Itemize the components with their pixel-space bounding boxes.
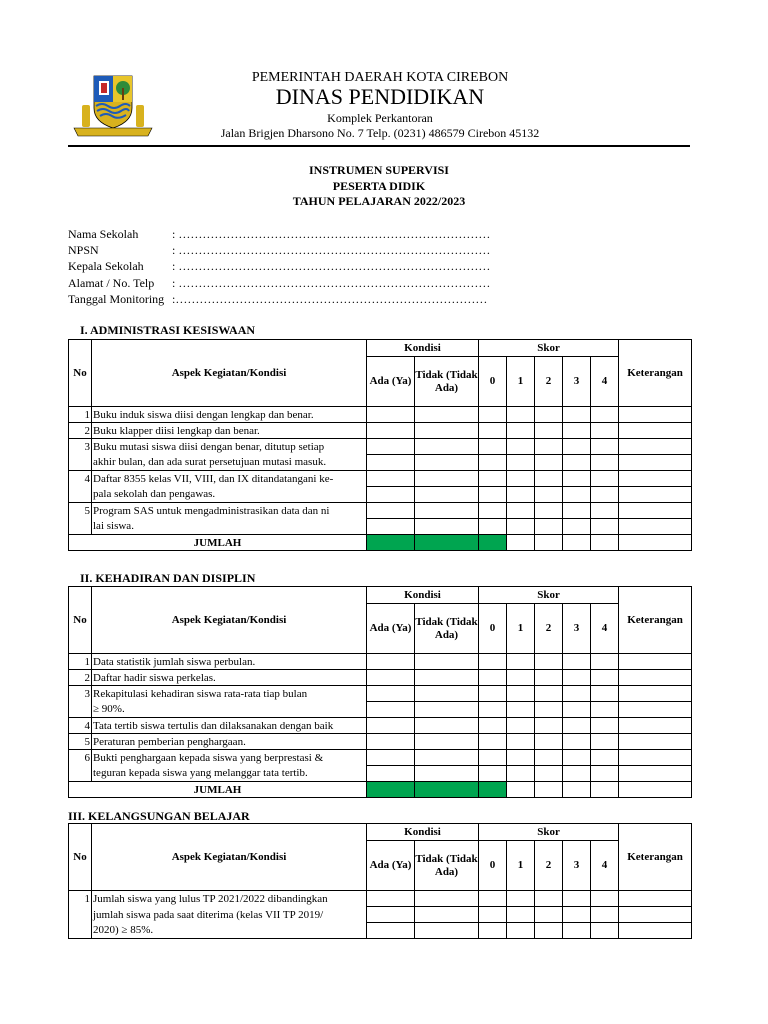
- table-row: [69, 734, 692, 750]
- column-header-score-4: 4: [591, 841, 619, 891]
- table-row: [69, 487, 692, 503]
- cell-score-4[interactable]: [591, 455, 619, 471]
- cell-ada[interactable]: [367, 686, 415, 702]
- cell-score-4[interactable]: [591, 923, 619, 939]
- cell-score-2[interactable]: [535, 718, 563, 734]
- column-header-remarks: Keterangan: [619, 824, 692, 891]
- cell-score-4[interactable]: [591, 734, 619, 750]
- cell-score-1[interactable]: [507, 487, 535, 503]
- fill-in-dots[interactable]: ……………………………………………………………………: [178, 243, 491, 258]
- fill-in-dots[interactable]: ……………………………………………………………………: [178, 275, 491, 290]
- cell-score-3[interactable]: [563, 503, 591, 519]
- cell-tidak[interactable]: [415, 407, 479, 423]
- letterhead-divider: [68, 145, 690, 147]
- cell-score-3[interactable]: [563, 654, 591, 670]
- table-row: [69, 654, 692, 670]
- cell-ada[interactable]: [367, 503, 415, 519]
- cell-score-0[interactable]: [479, 907, 507, 923]
- column-header-ada: Ada (Ya): [367, 357, 415, 407]
- cell-score-1[interactable]: [507, 734, 535, 750]
- cell-score-1[interactable]: [507, 455, 535, 471]
- cell-score-3[interactable]: [563, 519, 591, 535]
- item-aspect-text: ≥ 90%.: [92, 702, 367, 718]
- cell-remarks[interactable]: [619, 423, 692, 439]
- item-aspect-text: pala sekolah dan pengawas.: [92, 487, 367, 503]
- table-row: [69, 670, 692, 686]
- cell-score-4[interactable]: [591, 686, 619, 702]
- cell-score-3[interactable]: [563, 471, 591, 487]
- total-ada-cell: [367, 782, 415, 798]
- total-score-1-cell[interactable]: [507, 535, 535, 551]
- cell-score-1[interactable]: [507, 654, 535, 670]
- total-score-1-cell[interactable]: [507, 782, 535, 798]
- cell-score-0[interactable]: [479, 439, 507, 455]
- cell-score-4[interactable]: [591, 654, 619, 670]
- cell-tidak[interactable]: [415, 503, 479, 519]
- table-row: [69, 891, 692, 907]
- column-header-aspect: Aspek Kegiatan/Kondisi: [92, 340, 367, 407]
- cell-remarks[interactable]: [619, 519, 692, 535]
- column-header-remarks: Keterangan: [619, 587, 692, 654]
- cell-remarks[interactable]: [619, 487, 692, 503]
- column-header-score-1: 1: [507, 604, 535, 654]
- cell-tidak[interactable]: [415, 519, 479, 535]
- column-header-condition: Kondisi: [367, 824, 479, 841]
- table-row: [69, 750, 692, 766]
- cell-score-0[interactable]: [479, 471, 507, 487]
- item-number: 6: [69, 750, 92, 766]
- item-aspect-text: teguran kepada siswa yang melanggar tata tertib.: [92, 766, 367, 782]
- cell-score-3[interactable]: [563, 487, 591, 503]
- item-aspect-text: Buku klapper diisi lengkap dan benar.: [92, 423, 367, 439]
- cell-remarks[interactable]: [619, 670, 692, 686]
- cell-ada[interactable]: [367, 702, 415, 718]
- cell-ada[interactable]: [367, 439, 415, 455]
- cell-score-3[interactable]: [563, 734, 591, 750]
- cell-remarks[interactable]: [619, 503, 692, 519]
- item-aspect-text: Tata tertib siswa tertulis dan dilaksanakan dengan baik: [92, 718, 367, 734]
- cell-remarks[interactable]: [619, 891, 692, 907]
- cell-tidak[interactable]: [415, 670, 479, 686]
- office-address: Jalan Brigjen Dharsono No. 7 Telp. (0231) 486579 Cirebon 45132: [220, 126, 540, 140]
- column-header-score-3: 3: [563, 357, 591, 407]
- cell-score-0[interactable]: [479, 686, 507, 702]
- column-header-score: Skor: [479, 587, 619, 604]
- cell-remarks[interactable]: [619, 766, 692, 782]
- cell-tidak[interactable]: [415, 766, 479, 782]
- item-number: 1: [69, 407, 92, 423]
- cell-ada[interactable]: [367, 471, 415, 487]
- item-number: [69, 487, 92, 503]
- cell-score-1[interactable]: [507, 503, 535, 519]
- cell-score-0[interactable]: [479, 654, 507, 670]
- cell-score-0[interactable]: [479, 891, 507, 907]
- cell-tidak[interactable]: [415, 907, 479, 923]
- cell-score-1[interactable]: [507, 891, 535, 907]
- item-number: [69, 766, 92, 782]
- cell-score-2[interactable]: [535, 750, 563, 766]
- item-aspect-text: Jumlah siswa yang lulus TP 2021/2022 dibandingkan: [92, 891, 367, 907]
- agency-name: DINAS PENDIDIKAN: [275, 84, 485, 109]
- item-number: 1: [69, 891, 92, 907]
- total-score-4-cell[interactable]: [591, 535, 619, 551]
- cell-remarks[interactable]: [619, 654, 692, 670]
- cell-tidak[interactable]: [415, 891, 479, 907]
- cell-score-0[interactable]: [479, 503, 507, 519]
- cell-score-1[interactable]: [507, 923, 535, 939]
- cell-ada[interactable]: [367, 407, 415, 423]
- cell-remarks[interactable]: [619, 702, 692, 718]
- table-row: [69, 519, 692, 535]
- fill-in-dots[interactable]: ……………………………………………………………………: [178, 259, 491, 274]
- item-number: 2: [69, 670, 92, 686]
- cell-score-3[interactable]: [563, 670, 591, 686]
- column-header-condition: Kondisi: [367, 340, 479, 357]
- item-aspect-text: akhir bulan, dan ada surat persetujuan mutasi masuk.: [92, 455, 367, 471]
- cell-ada[interactable]: [367, 455, 415, 471]
- cell-remarks[interactable]: [619, 439, 692, 455]
- cell-score-3[interactable]: [563, 923, 591, 939]
- table-row: [69, 686, 692, 702]
- cell-score-3[interactable]: [563, 766, 591, 782]
- cell-tidak[interactable]: [415, 455, 479, 471]
- cell-score-3[interactable]: [563, 439, 591, 455]
- city-emblem-logo: [72, 72, 154, 138]
- cell-score-4[interactable]: [591, 702, 619, 718]
- total-score-2-cell[interactable]: [535, 782, 563, 798]
- column-header-score-3: 3: [563, 604, 591, 654]
- cell-tidak[interactable]: [415, 471, 479, 487]
- column-header-score-3: 3: [563, 841, 591, 891]
- cell-tidak[interactable]: [415, 439, 479, 455]
- table-row: [69, 423, 692, 439]
- cell-remarks[interactable]: [619, 750, 692, 766]
- cell-tidak[interactable]: [415, 718, 479, 734]
- cell-score-2[interactable]: [535, 702, 563, 718]
- cell-score-2[interactable]: [535, 407, 563, 423]
- document-title-line-1: INSTRUMEN SUPERVISI: [309, 163, 449, 177]
- column-header-no: No: [69, 824, 92, 891]
- cell-tidak[interactable]: [415, 734, 479, 750]
- cell-score-2[interactable]: [535, 891, 563, 907]
- cell-tidak[interactable]: [415, 487, 479, 503]
- cell-remarks[interactable]: [619, 718, 692, 734]
- cell-score-1[interactable]: [507, 471, 535, 487]
- item-aspect-text: jumlah siswa pada saat diterima (kelas VII TP 2019/: [92, 907, 367, 923]
- cell-ada[interactable]: [367, 907, 415, 923]
- cell-score-1[interactable]: [507, 439, 535, 455]
- column-header-score: Skor: [479, 340, 619, 357]
- total-score-0-cell: [479, 782, 507, 798]
- cell-tidak[interactable]: [415, 923, 479, 939]
- cell-ada[interactable]: [367, 519, 415, 535]
- section-title-3: III. KELANGSUNGAN BELAJAR: [68, 809, 250, 823]
- table-row: [69, 407, 692, 423]
- cell-score-4[interactable]: [591, 519, 619, 535]
- cell-ada[interactable]: [367, 734, 415, 750]
- column-header-score-1: 1: [507, 841, 535, 891]
- item-aspect-text: Rekapitulasi kehadiran siswa rata-rata tiap bulan: [92, 686, 367, 702]
- item-aspect-text: Peraturan pemberian penghargaan.: [92, 734, 367, 750]
- cell-score-3[interactable]: [563, 907, 591, 923]
- column-header-remarks: Keterangan: [619, 340, 692, 407]
- section-title-2: II. KEHADIRAN DAN DISIPLIN: [80, 571, 256, 585]
- table-row: [69, 503, 692, 519]
- cell-score-0[interactable]: [479, 923, 507, 939]
- section-title-1: I. ADMINISTRASI KESISWAAN: [80, 323, 256, 337]
- cell-score-1[interactable]: [507, 407, 535, 423]
- cell-score-3[interactable]: [563, 718, 591, 734]
- total-remarks-cell[interactable]: [619, 535, 692, 551]
- column-header-aspect: Aspek Kegiatan/Kondisi: [92, 824, 367, 891]
- cell-score-0[interactable]: [479, 766, 507, 782]
- item-aspect-text: Daftar 8355 kelas VII, VIII, dan IX ditandatangani ke-: [92, 471, 367, 487]
- column-header-score-1: 1: [507, 357, 535, 407]
- item-aspect-text: 2020) ≥ 85%.: [92, 923, 367, 939]
- fill-in-dots[interactable]: ……………………………………………………………………: [178, 227, 491, 241]
- cell-ada[interactable]: [367, 487, 415, 503]
- table-row: [69, 907, 692, 923]
- cell-ada[interactable]: [367, 423, 415, 439]
- cell-tidak[interactable]: [415, 702, 479, 718]
- cell-score-0[interactable]: [479, 734, 507, 750]
- total-ada-cell: [367, 535, 415, 551]
- column-header-score-2: 2: [535, 357, 563, 407]
- cell-score-0[interactable]: [479, 750, 507, 766]
- item-number: [69, 519, 92, 535]
- column-header-score-0: 0: [479, 604, 507, 654]
- cell-score-4[interactable]: [591, 750, 619, 766]
- cell-remarks[interactable]: [619, 455, 692, 471]
- cell-score-0[interactable]: [479, 519, 507, 535]
- item-aspect-text: Bukti penghargaan kepada siswa yang berprestasi &: [92, 750, 367, 766]
- column-header-score-4: 4: [591, 604, 619, 654]
- item-number: [69, 907, 92, 923]
- column-header-score-0: 0: [479, 841, 507, 891]
- cell-score-1[interactable]: [507, 750, 535, 766]
- cell-score-0[interactable]: [479, 423, 507, 439]
- table-row: [69, 766, 692, 782]
- item-number: 4: [69, 471, 92, 487]
- supervision-table-1: [68, 339, 692, 551]
- cell-remarks[interactable]: [619, 471, 692, 487]
- cell-remarks[interactable]: [619, 923, 692, 939]
- cell-score-4[interactable]: [591, 407, 619, 423]
- supervision-table-3: [68, 823, 692, 939]
- cell-score-1[interactable]: [507, 718, 535, 734]
- cell-score-1[interactable]: [507, 670, 535, 686]
- cell-score-4[interactable]: [591, 487, 619, 503]
- cell-ada[interactable]: [367, 923, 415, 939]
- item-aspect-text: Daftar hadir siswa perkelas.: [92, 670, 367, 686]
- total-row: [69, 782, 692, 798]
- column-header-aspect: Aspek Kegiatan/Kondisi: [92, 587, 367, 654]
- total-label: JUMLAH: [69, 782, 367, 798]
- cell-score-0[interactable]: [479, 718, 507, 734]
- item-number: 3: [69, 686, 92, 702]
- column-header-no: No: [69, 587, 92, 654]
- cell-ada[interactable]: [367, 766, 415, 782]
- item-number: 3: [69, 439, 92, 455]
- cell-score-0[interactable]: [479, 455, 507, 471]
- column-header-score-2: 2: [535, 841, 563, 891]
- cell-score-2[interactable]: [535, 923, 563, 939]
- table-row: [69, 923, 692, 939]
- info-row-school-name: Nama Sekolah : ……………………………………………………………………: [68, 227, 491, 241]
- item-number: [69, 455, 92, 471]
- cell-score-4[interactable]: [591, 907, 619, 923]
- column-header-score-2: 2: [535, 604, 563, 654]
- cell-score-4[interactable]: [591, 423, 619, 439]
- item-aspect-text: Program SAS untuk mengadministrasikan data dan ni: [92, 503, 367, 519]
- cell-score-1[interactable]: [507, 423, 535, 439]
- total-tidak-cell: [415, 782, 479, 798]
- cell-score-4[interactable]: [591, 766, 619, 782]
- cell-score-3[interactable]: [563, 407, 591, 423]
- cell-score-1[interactable]: [507, 702, 535, 718]
- cell-score-1[interactable]: [507, 686, 535, 702]
- column-header-score-4: 4: [591, 357, 619, 407]
- table-row: [69, 439, 692, 455]
- cell-score-1[interactable]: [507, 907, 535, 923]
- table-row: [69, 702, 692, 718]
- cell-score-0[interactable]: [479, 670, 507, 686]
- info-row-principal: Kepala Sekolah : ……………………………………………………………………: [68, 259, 491, 274]
- cell-score-3[interactable]: [563, 686, 591, 702]
- cell-tidak[interactable]: [415, 423, 479, 439]
- cell-tidak[interactable]: [415, 654, 479, 670]
- cell-score-2[interactable]: [535, 455, 563, 471]
- total-score-2-cell[interactable]: [535, 535, 563, 551]
- total-score-3-cell[interactable]: [563, 535, 591, 551]
- cell-score-2[interactable]: [535, 471, 563, 487]
- column-header-score-0: 0: [479, 357, 507, 407]
- cell-score-2[interactable]: [535, 503, 563, 519]
- document-title-line-2: PESERTA DIDIK: [332, 179, 426, 193]
- cell-score-4[interactable]: [591, 670, 619, 686]
- cell-score-4[interactable]: [591, 718, 619, 734]
- cell-score-2[interactable]: [535, 766, 563, 782]
- office-complex: Komplek Perkantoran: [327, 111, 433, 125]
- item-number: 1: [69, 654, 92, 670]
- cell-ada[interactable]: [367, 750, 415, 766]
- total-score-3-cell[interactable]: [563, 782, 591, 798]
- cell-score-1[interactable]: [507, 519, 535, 535]
- school-info-block: [68, 226, 490, 307]
- cell-remarks[interactable]: [619, 734, 692, 750]
- cell-score-3[interactable]: [563, 423, 591, 439]
- cell-score-4[interactable]: [591, 503, 619, 519]
- table-row: [69, 718, 692, 734]
- item-number: 5: [69, 734, 92, 750]
- cell-score-4[interactable]: [591, 439, 619, 455]
- item-aspect-text: Buku mutasi siswa diisi dengan benar, ditutup setiap: [92, 439, 367, 455]
- cell-ada[interactable]: [367, 670, 415, 686]
- total-row: [69, 535, 692, 551]
- cell-score-4[interactable]: [591, 891, 619, 907]
- cell-remarks[interactable]: [619, 686, 692, 702]
- cell-score-3[interactable]: [563, 750, 591, 766]
- cell-score-2[interactable]: [535, 423, 563, 439]
- cell-tidak[interactable]: [415, 750, 479, 766]
- total-remarks-cell[interactable]: [619, 782, 692, 798]
- cell-score-2[interactable]: [535, 654, 563, 670]
- column-header-tidak: Tidak (Tidak Ada): [415, 841, 479, 891]
- document-title-line-3: TAHUN PELAJARAN 2022/2023: [292, 194, 466, 208]
- item-number: 2: [69, 423, 92, 439]
- supervision-table-2: [68, 586, 692, 798]
- cell-ada[interactable]: [367, 718, 415, 734]
- total-score-0-cell: [479, 535, 507, 551]
- cell-score-2[interactable]: [535, 907, 563, 923]
- cell-score-4[interactable]: [591, 471, 619, 487]
- total-score-4-cell[interactable]: [591, 782, 619, 798]
- column-header-tidak: Tidak (Tidak Ada): [415, 357, 479, 407]
- column-header-no: No: [69, 340, 92, 407]
- total-label: JUMLAH: [69, 535, 367, 551]
- cell-remarks[interactable]: [619, 907, 692, 923]
- column-header-score: Skor: [479, 824, 619, 841]
- cell-tidak[interactable]: [415, 686, 479, 702]
- cell-score-2[interactable]: [535, 670, 563, 686]
- item-number: [69, 702, 92, 718]
- cell-score-3[interactable]: [563, 455, 591, 471]
- column-header-ada: Ada (Ya): [367, 604, 415, 654]
- item-aspect-text: Buku induk siswa diisi dengan lengkap dan benar.: [92, 407, 367, 423]
- item-aspect-text: Data statistik jumlah siswa perbulan.: [92, 654, 367, 670]
- government-name: PEMERINTAH DAERAH KOTA CIREBON: [251, 70, 509, 85]
- fill-in-dots[interactable]: ……………………………………………………………………: [175, 291, 488, 306]
- table-row: [69, 471, 692, 487]
- column-header-condition: Kondisi: [367, 587, 479, 604]
- info-row-monitoring-date: Tanggal Monitoring : ……………………………………………………………………: [68, 291, 488, 306]
- column-header-ada: Ada (Ya): [367, 841, 415, 891]
- item-number: [69, 923, 92, 939]
- total-tidak-cell: [415, 535, 479, 551]
- cell-score-2[interactable]: [535, 439, 563, 455]
- cell-ada[interactable]: [367, 891, 415, 907]
- item-number: 5: [69, 503, 92, 519]
- cell-score-2[interactable]: [535, 686, 563, 702]
- item-aspect-text: lai siswa.: [92, 519, 367, 535]
- cell-score-0[interactable]: [479, 407, 507, 423]
- cell-score-3[interactable]: [563, 891, 591, 907]
- cell-score-0[interactable]: [479, 702, 507, 718]
- cell-score-2[interactable]: [535, 734, 563, 750]
- info-row-npsn: NPSN : ……………………………………………………………………: [68, 243, 491, 258]
- item-number: 4: [69, 718, 92, 734]
- cell-score-3[interactable]: [563, 702, 591, 718]
- cell-remarks[interactable]: [619, 407, 692, 423]
- cell-score-1[interactable]: [507, 766, 535, 782]
- cell-score-2[interactable]: [535, 487, 563, 503]
- cell-ada[interactable]: [367, 654, 415, 670]
- cell-score-0[interactable]: [479, 487, 507, 503]
- table-row: [69, 455, 692, 471]
- column-header-tidak: Tidak (Tidak Ada): [415, 604, 479, 654]
- info-row-address-phone: Alamat / No. Telp : ……………………………………………………………………: [68, 275, 491, 290]
- cell-score-2[interactable]: [535, 519, 563, 535]
